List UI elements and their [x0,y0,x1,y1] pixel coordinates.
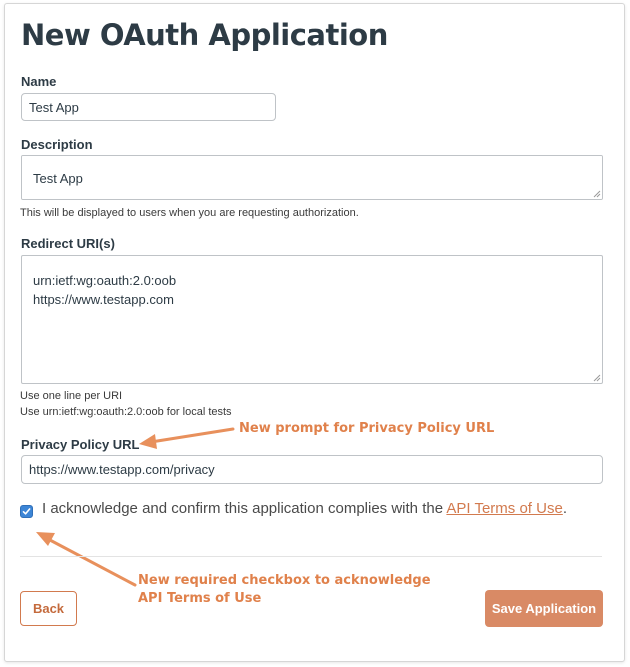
name-input[interactable] [21,93,276,121]
acknowledge-label: I acknowledge and confirm this application complies with the [42,500,447,517]
divider [20,556,602,557]
api-terms-link[interactable]: API Terms of Use [446,500,563,517]
acknowledge-suffix: . [562,500,567,517]
redirect-uris-label: Redirect URI(s) [21,236,115,251]
checkbox-annotation-line-1: New required checkbox to acknowledge [138,573,431,588]
check-icon [22,507,31,516]
description-label: Description [21,137,93,152]
name-label: Name [21,74,57,89]
save-application-button[interactable]: Save Application [485,590,603,627]
description-help: This will be displayed to users when you are requesting authorization. [20,207,359,219]
privacy-policy-label: Privacy Policy URL [21,437,140,452]
checkbox-annotation-line-2: API Terms of Use [138,591,262,606]
redirect-uris-field-wrap [21,255,603,384]
resize-grip-icon[interactable] [592,189,601,198]
acknowledge-text [42,500,567,517]
acknowledge-checkbox[interactable] [20,505,33,518]
redirect-uris-textarea[interactable] [21,255,603,384]
resize-grip-icon[interactable] [592,373,601,382]
description-field-wrap [21,155,603,200]
page-title: New OAuth Application [21,18,388,52]
redirect-help-line-1: Use one line per URI [20,390,123,402]
redirect-help-line-2: Use urn:ietf:wg:oauth:2.0:oob for local tests [20,406,232,418]
privacy-policy-input[interactable] [21,455,603,484]
privacy-prompt-annotation: New prompt for Privacy Policy URL [239,421,495,436]
description-textarea[interactable] [21,155,603,200]
back-button[interactable]: Back [20,591,77,626]
